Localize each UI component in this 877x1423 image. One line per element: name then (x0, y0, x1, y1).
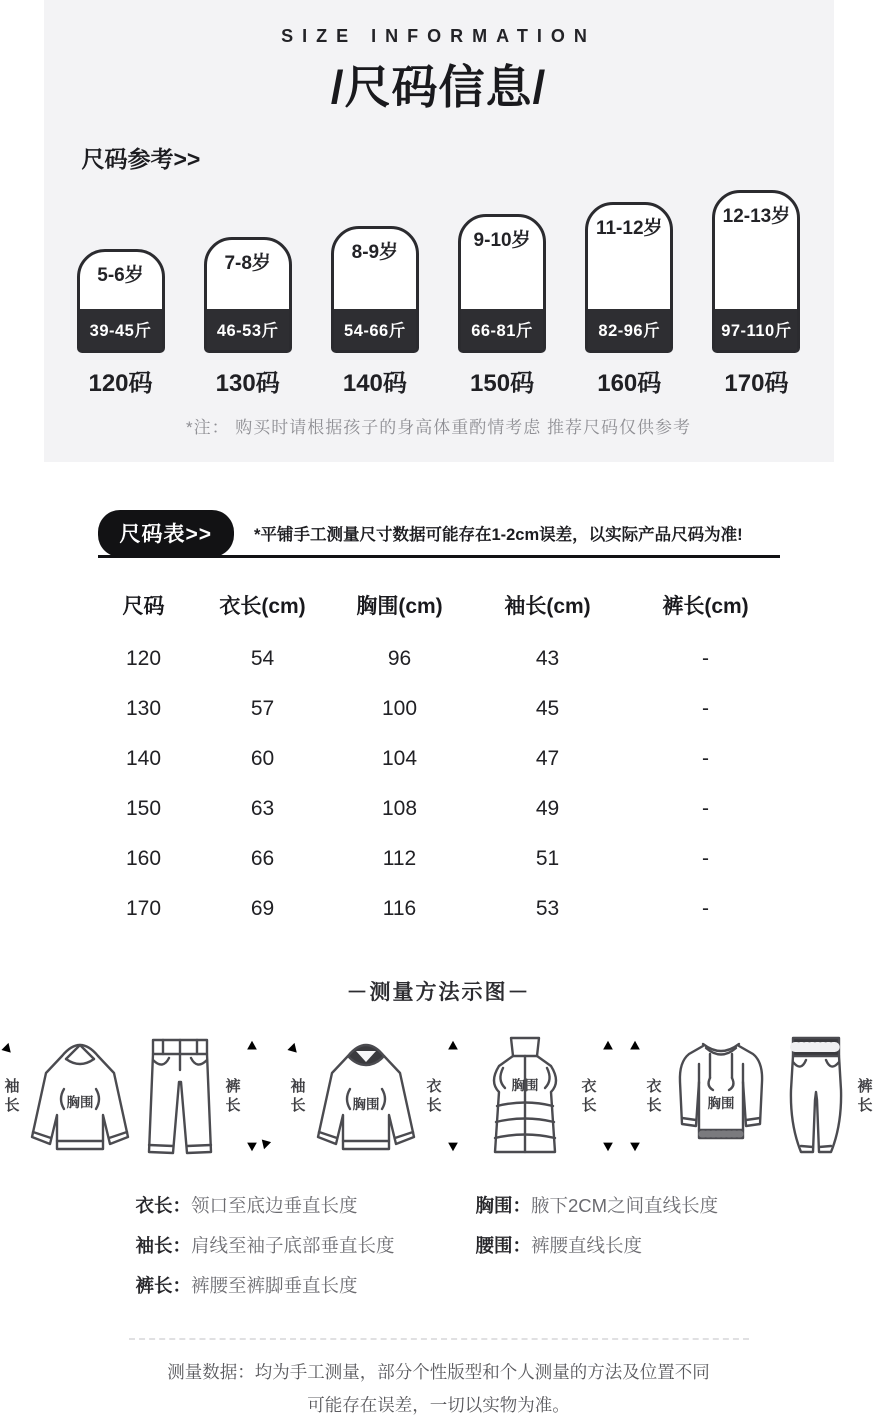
age-range: 12-13岁 (722, 206, 791, 227)
definition-term: 腰围： (475, 1235, 532, 1256)
garment-length-arrow-icon (628, 1033, 642, 1161)
col-header-pants: 裤长(cm) (662, 595, 749, 618)
garment-length-arrow-icon (446, 1033, 460, 1161)
size-card-shape (712, 190, 800, 353)
cell: 57 (250, 697, 275, 720)
col-header-chest: 胸围(cm) (356, 595, 443, 618)
cell: 116 (382, 897, 417, 920)
definition-row (476, 1192, 719, 1218)
garment-length-arrow-icon (601, 1033, 615, 1161)
size-card-shape (585, 202, 673, 353)
cell: 60 (250, 747, 275, 770)
diagram-group-hoodie-dark (272, 1020, 460, 1174)
cell: - (702, 747, 709, 770)
cell: 130 (125, 697, 162, 720)
page-title: /尺码信息/ (330, 61, 547, 113)
cell: - (702, 697, 709, 720)
measurement-definitions (44, 1192, 834, 1312)
definition-desc: 领口至底边垂直长度 (191, 1195, 358, 1216)
size-chart-note: *平铺手工测量尺寸数据可能存在1-2cm误差，以实际产品尺码为准! (254, 526, 743, 544)
size-info-page (4, 0, 873, 1416)
cell: 104 (381, 747, 418, 770)
weight-range: 97-110斤 (715, 309, 797, 350)
table-row (89, 634, 789, 684)
cell: 54 (250, 647, 275, 670)
cell: 108 (381, 797, 418, 820)
age-range: 11-12岁 (595, 218, 663, 239)
size-code: 140码 (342, 370, 407, 397)
definition-desc: 肩线至袖子底部垂直长度 (191, 1235, 395, 1256)
size-chart-header (98, 510, 780, 558)
size-code: 170码 (724, 370, 789, 397)
measurement-diagram (4, 1020, 873, 1174)
cell: 160 (125, 847, 162, 870)
cell: - (702, 847, 709, 870)
definition-desc: 腋下2CM之间直线长度 (531, 1195, 719, 1216)
cell: 47 (535, 747, 560, 770)
cell: 53 (535, 897, 560, 920)
cell: 43 (535, 647, 560, 670)
size-code: 160码 (597, 370, 662, 397)
col-header-sleeve: 袖长(cm) (504, 595, 591, 618)
age-range: 8-9岁 (351, 242, 399, 263)
joggers-front-icon (779, 1030, 853, 1165)
cell: 120 (125, 647, 162, 670)
weight-range: 66-81斤 (461, 309, 543, 350)
weight-range: 46-53斤 (207, 309, 289, 350)
disclaimer-line-1: 测量数据：均为手工测量，部分个性版型和个人测量的方法及位置不同 (167, 1362, 710, 1382)
size-cards-row (77, 190, 801, 398)
definition-term: 裤长： (135, 1275, 192, 1296)
size-card-120 (77, 249, 165, 398)
size-code: 150码 (470, 370, 535, 397)
definition-row (136, 1192, 476, 1218)
measurement-disclaimer (129, 1338, 749, 1423)
cell: 150 (125, 797, 162, 820)
weight-range: 54-66斤 (334, 309, 416, 350)
definitions-column-2 (476, 1192, 719, 1312)
diagram-group-sweater-joggers (628, 1020, 877, 1174)
size-card-shape (458, 214, 546, 353)
definitions-column-1 (136, 1192, 476, 1312)
table-row (89, 884, 789, 934)
definition-row (476, 1232, 719, 1258)
age-range: 5-6岁 (97, 265, 144, 286)
size-reference-title: 尺码参考>> (81, 146, 201, 172)
age-range: 9-10岁 (473, 230, 531, 251)
table-row (89, 784, 789, 834)
chest-label: 胸围 (66, 1094, 94, 1110)
definition-term: 胸围： (475, 1195, 532, 1216)
garment-length-label: 衣长 (426, 1078, 442, 1114)
cell: 112 (382, 847, 417, 870)
size-table (89, 580, 789, 934)
cell: 66 (250, 847, 275, 870)
hoodie-dark-hood-icon (310, 1029, 422, 1166)
weight-range: 82-96斤 (588, 309, 670, 350)
pants-length-arrow-icon (245, 1033, 259, 1161)
pants-length-label: 裤长 (225, 1078, 241, 1114)
diagram-group-vest (473, 1020, 615, 1174)
cell: 51 (535, 847, 560, 870)
chest-label: 胸围 (352, 1096, 380, 1112)
cell: 100 (381, 697, 418, 720)
measurement-method-title: －测量方法示图－ (346, 981, 531, 1004)
size-card-shape (331, 226, 419, 353)
definition-term: 袖长： (135, 1235, 192, 1256)
garment-length-label: 衣长 (646, 1078, 662, 1114)
cell: - (702, 647, 709, 670)
size-reference-section (44, 0, 834, 462)
puffer-vest-icon (473, 1030, 577, 1165)
size-chart-badge: 尺码表>> (98, 510, 235, 557)
sleeve-length-label: 袖长 (290, 1078, 306, 1114)
size-card-shape (77, 249, 165, 353)
size-card-shape (204, 237, 292, 353)
size-card-130 (204, 237, 292, 398)
col-header-size: 尺码 (122, 595, 165, 618)
definition-desc: 裤腰至裤脚垂直长度 (191, 1275, 358, 1296)
size-reference-note: *注： 购买时请根据孩子的身高体重酌情考虑 推荐尺码仅供参考 (185, 418, 692, 437)
table-row (89, 834, 789, 884)
garment-length-label: 衣长 (581, 1078, 597, 1114)
diagram-group-hoodie-pants (0, 1020, 259, 1174)
disclaimer-line-2: 可能存在误差，一切以实物为准。 (307, 1395, 570, 1416)
hoodie-front-icon (24, 1029, 136, 1166)
cell: - (702, 797, 709, 820)
cell: 45 (535, 697, 560, 720)
pants-length-label: 裤长 (857, 1078, 873, 1114)
definition-desc: 裤腰直线长度 (531, 1235, 643, 1256)
cell: 170 (125, 897, 162, 920)
size-table-header-row (89, 580, 789, 634)
definition-term: 衣长： (135, 1195, 192, 1216)
weight-range: 39-45斤 (80, 309, 162, 350)
size-code: 120码 (88, 370, 153, 397)
sleeve-length-label: 袖长 (4, 1078, 20, 1114)
cell: 63 (250, 797, 275, 820)
age-range: 7-8岁 (224, 253, 271, 274)
definition-row (136, 1272, 476, 1298)
size-card-170 (712, 190, 800, 398)
sweater-front-icon (666, 1034, 776, 1161)
cell: 69 (250, 897, 275, 920)
section-eyebrow: SIZE INFORMATION (281, 26, 596, 46)
chest-label: 胸围 (511, 1077, 539, 1093)
definition-row (136, 1232, 476, 1258)
table-row (89, 734, 789, 784)
size-card-150 (458, 214, 546, 398)
cell: 49 (535, 797, 560, 820)
table-row (89, 684, 789, 734)
size-card-140 (331, 226, 419, 398)
cell: 140 (125, 747, 162, 770)
jeans-front-icon (139, 1030, 221, 1165)
size-card-160 (585, 202, 673, 398)
size-code: 130码 (215, 370, 280, 397)
cell: - (702, 897, 709, 920)
col-header-length: 衣长(cm) (219, 595, 306, 618)
cell: 96 (387, 647, 412, 670)
chest-label: 胸围 (707, 1095, 735, 1111)
